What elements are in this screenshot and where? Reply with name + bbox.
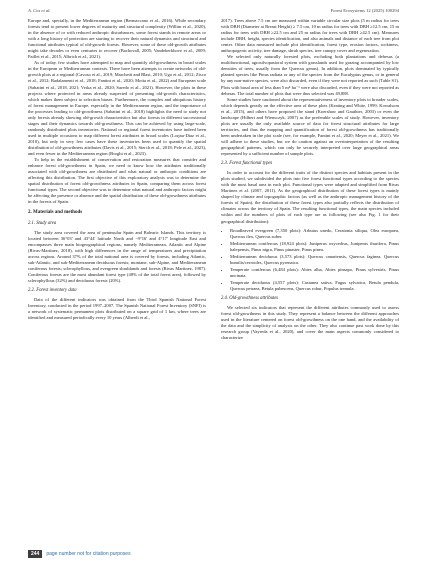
forest-inventory-paragraph: Data of the different indicators was obtained from the Third Spanish National Forest Inventory, conducted in the period 1997–2007. The Spanish National Forest Inventory (SNFI) is a network of systematic permanent plots distributed on a square grid of 1 km, where trees are identified and measured periodically every 10 years (Alberdi et al., [28, 297, 206, 321]
list-item: • Mediterranean deciduous (3,573 plots): Quercus canariensis, Quercus faginea, Quercus humilis/cerroides, Quercus pyrenaica. [230, 254, 399, 266]
methods-paragraph: 2017). Trees above 7.5 cm are measured within variable circular size plots (5 m radius for trees with DBH (Diameter at Breast Height) ≥ 7.5 cm, 10 m radius for trees with DBH ≥12.5 cm, 15 m radius for trees with DBH ≥22.5 cm and 25 m radius for trees with DBH ≥42.5 cm). Measures include DBH, height, species identification, and also animals and distance of each tree from plot center. Other data measured include plot identification, forest type, erosion factors, rockiness, anthropogenic activity, tree damage, shrub species, tree canopy cover and regeneration. [221, 18, 399, 54]
subsection-heading-functional-types: 2.3. Forest functional types [221, 161, 273, 167]
list-item: • Temperate deciduous (4,557 plots): Castanea sativa, Fagus sylvatica, Betula pendula, Quercus petraea, Betula pubescens, Quercus robur, Populus tremula. [230, 280, 399, 292]
subsection-heading-old-growthness: 2.4. Old-growthness attributes [221, 296, 279, 302]
running-head-authors: A. Cos et al. [28, 8, 51, 13]
list-item: • Broadleaved evergreen (7,350 plots): Arbutus unedo, Ceratonia siliqua, Olea europaea, Quercus ilex, Quercus suber. [230, 228, 399, 240]
functional-types-paragraph: In order to account for the different traits of the distinct species and habitats present in the plots studied, we subdivided the plots into five forest functional types according to the species with the most basal area in each plot. Functional types were adapted and simplified from Rivas Martinez et al. (2007, 2011). As the geographical distribution of these forest types is mainly shaped by climate and topographic factors (as well as the anthropic management history of the forests of Spain), the distribution of these forest types also partially reflects the distribution of climates across the territory of Spain. The resulting functional types, the main species included within and the numbers of plots of each type are as following (see also Fig. 1 for their geographical distribution): [221, 170, 399, 224]
intro-paragraph: To help in the establishment of conservation and restoration measures that consider and enhance forest old-growthness in Spain, we need to know how the attributes traditionally associated with old-growthness are distributed and what natural or anthropic conditions are affecting this distribution. The first objective of this exploratory analysis was to determine the spatial distribution of forest old-growthness attributes in Spain, comparing them across forest functional types. The second objective was to determine what natural and anthropic factors might be affecting the presence or absence and the spatial distribution of these old-growthness attributes in the forests of Spain. [28, 157, 206, 205]
old-growthness-paragraph: We selected six indicators that represent the different attributes commonly used to assess forest old-growthness in this study. They represent a balance between the different approaches used in the literature centered on forest old-growthness on the one hand, and the availability of the data and the simplicity of analysis on the other. They also continue past work done by this research group (Vayreda et al., 2020), and cover the main aspects commonly considered to characterize [221, 305, 399, 341]
left-column [28, 18, 206, 321]
running-head-journal: Forest Ecosystems 12 (2025) 100294 [330, 8, 399, 13]
subsection-heading-forest-inventory: 2.2. Forest inventory data [28, 287, 77, 293]
list-item: • Temperate coniferous (6,484 plots): Abies alba, Abies pinsapo, Pinus sylvestris, Pinus uncinata. [230, 267, 399, 279]
section-heading-materials-methods: 2. Materials and methods [28, 210, 83, 216]
page-number: 244 [28, 550, 42, 558]
page-footer [28, 550, 131, 558]
list-item: • Mediterranean coniferous (18,924 plots): Juniperus oxycedrus, Juniperus thurifera, Pinus halepensis, Pinus nigra, Pinus pinaster, Pinus pinea. [230, 241, 399, 253]
subsection-heading-study-area: 2.1. Study area [28, 220, 57, 226]
methods-paragraph: Some studies have cautioned about the representativeness of inventory plots to broader scales, which depends greatly on the effective area of these plots (Keating and White, 1999; Kowalsom et al., 2015), and others have proposed the stand (Koershaw and Gauthier, 2003) or even the landscape (Hilbert and Wiensczyk, 2007) as the preferable scales of study. However, inventory plots are usually the only available source of data for forest structural attributes for large territories, and thus the mapping and quantification of forest old-growthness has traditionally been undertaken in the plot scale (see, for example, Fantini et al., 2020; Meyer et al., 2021). We will adhere to these studies, but we do caution against an overinterpretation of the resulting geographical patterns, which can only be securely interpreted over large geographical areas represented by a sufficient number of sample plots. [221, 96, 399, 157]
study-area-paragraph: The study area covered the area of peninsular Spain and Balearic Islands. This territory is located between 36°03' and 43°44' latitude North and −9°16' and 4°17' longitude East and encompasses three main biogeographical regions, namely Mediterranean, Atlantic and Alpine (Rivas-Martinez, 2018), with high differences in the range of temperatures and precipitation across regions. Around 37% of the total national area is covered by forests, including Atlantic, sub-Atlantic, and sub-Mediterranean deciduous forests; montane, sub-Alpine, and Mediterranean coniferous forests; sclerophyllous, and evergreen shrublands and forests (Rivas Martinez, 1987). Coniferous forests are the most abundant forest type (48% of the total forest area), followed by sclerophyllous (32%) and deciduous forests (20%). [28, 229, 206, 283]
right-column [221, 18, 399, 341]
intro-paragraph: As of today, few studies have attempted to map and quantify old-growthness in broad scales in the European or Mediterranean contexts. There have been attempts to create networks of old-growth plots at a regional (Cavoso et al., 2019; Marchetti and Blasi, 2010; Ugo et al., 2012; Zisco et al., 2012; Badalamenti et al., 2018; Fantini et al., 2020; Motta et al., 2022) and European scale (Sabatini et al., 2018, 2021; Vrska et al., 2020; Saredo et al., 2021). However, the plots in these projects where protected in areas already suspected of presenting old-growth characteristics, which makes them subject to selection biases. Furthermore, the complex and ubiquitous history of forest management in Europe, especially in the Mediterranean region, and the importance of the processes leading to old-growthness (Sabatini et al., 2018) highlights the need to study not only forests already showing old-growth characteristics but also forests in different successional stages and their dynamics towards old-growthness. This can be achieved by using large-scale, randomly distributed plots inventories. National or regional forest inventories have indeed been used in multiple occasions to map different forest attributes in broad scales (Lorjau-Diaz et al., 2010), but only in very few cases have these inventories been used to quantify the spatial distribution of old-growthness attributes (Davis et al., 2015; Sterch et al., 2018; Pele et al., 2023), and even fewer in the Mediterranean region (Borghi et al., 2023). [28, 60, 206, 157]
methods-paragraph: We selected only naturally forested plots, excluding both plantations and dehesas (a multifunctional, agrosilvopastoral system with grasslands used for grazing accompanied by low densities of trees, usually from the Quercus genus). In addition, plots dominated by typically planted species like Pinus radiata or any of the species from the Eucalyptus genus, or in general by any non-native species, were also discarded, even if they were not reported as such (Table S1). Plots with basal area of less than 5 m²·ha⁻¹ were also discarded, even if they were not reported as dehesas. The total number of plots that were thus selected was 49,888. [221, 54, 399, 96]
functional-types-list [221, 228, 399, 292]
running-head [28, 8, 399, 13]
footer-note: page number not for citation purposes [46, 551, 131, 557]
intro-paragraph: Europe and, specially, in the Mediterranean region (Bermaccano et al., 2016). While secondary forests tend to present lower degrees of maturity and structural complexity (Willim et al., 2020), in the absence of or with reduced anthropic disturbances, some forest stands in remote areas or with a long history of protection are starting to recover their natural dynamics and structural and functional attributes typical of old-growth forests. However, some of these old-growth attributes might take decades or even centuries to recover (Bachovall, 2005; Vandekerkhove et al., 2009; Paillet et al., 2015; Albrich et al., 2021). [28, 18, 206, 60]
